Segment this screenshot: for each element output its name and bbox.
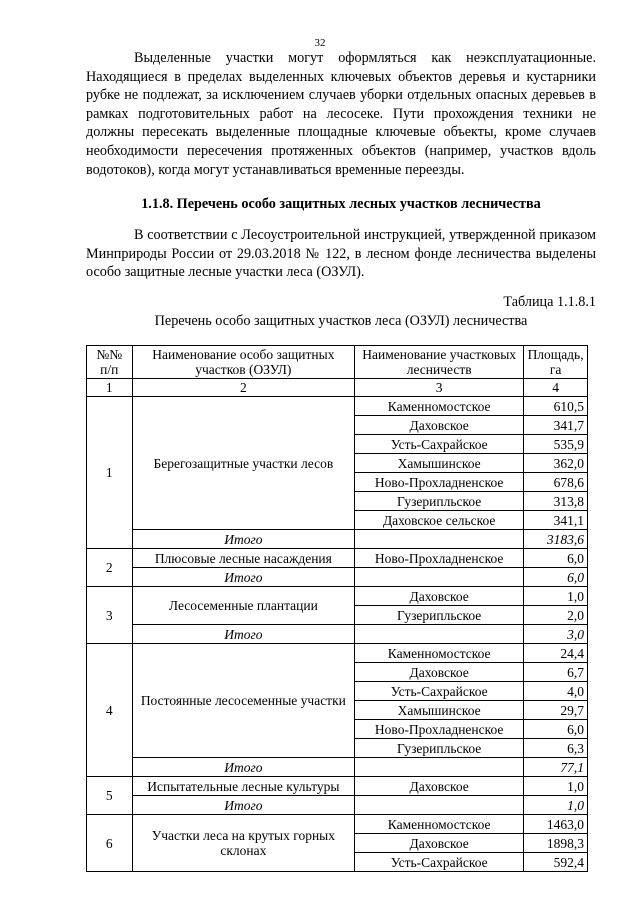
table-row [87, 777, 588, 796]
total-value-cell: 77,1 [524, 758, 588, 777]
forestry-cell: Гузерипльское [355, 492, 524, 511]
table-header-row [87, 346, 588, 379]
row-number-cell: 3 [87, 587, 133, 644]
total-empty-cell [355, 568, 524, 587]
forestry-cell: Даховское [355, 416, 524, 435]
zone-name-cell: Испытательные лесные культуры [132, 777, 355, 796]
forestry-cell: Каменномостское [355, 815, 524, 834]
forestry-cell: Даховское [355, 834, 524, 853]
section-heading: 1.1.8. Перечень особо защитных лесных участков лесничества [141, 196, 541, 212]
forestry-cell: Ново-Прохладненское [355, 549, 524, 568]
column-number: 3 [355, 379, 524, 397]
forestry-cell: Каменномостское [355, 397, 524, 416]
total-label-cell: Итого [132, 530, 355, 549]
table-row [87, 815, 588, 834]
row-number-cell: 2 [87, 549, 133, 587]
zone-name-cell: Лесосеменные плантации [132, 587, 355, 625]
forestry-cell: Даховское сельское [355, 511, 524, 530]
forestry-cell: Гузерипльское [355, 606, 524, 625]
row-number-cell: 1 [87, 397, 133, 549]
table-row [87, 549, 588, 568]
area-cell: 1,0 [524, 587, 588, 606]
header-num: №№ п/п [87, 346, 133, 379]
forestry-cell: Даховское [355, 587, 524, 606]
header-name: Наименование особо защитных участков (ОЗУЛ) [132, 346, 355, 379]
total-label-cell: Итого [132, 758, 355, 777]
area-cell: 610,5 [524, 397, 588, 416]
intro-paragraph: Выделенные участки могут оформляться как неэксплуатационные. Находящиеся в пределах выделенных ключевых объектов деревья и кустарники рубке не подлежат, за исключением случаев уборки отдельных опасных деревьев в рамках подготовительных работ на лесосеке. Пути прохождения техники не должны пересекать выделенные площадные ключевые объекты, кроме случаев необходимости пересечения протяженных объектов (например, участков вдоль водотоков), когда могут устанавливаться временные переезды. [86, 50, 596, 178]
total-row [87, 796, 588, 815]
forestry-cell: Гузерипльское [355, 739, 524, 758]
table-row [87, 397, 588, 416]
zone-name-cell: Участки леса на крутых горных склонах [132, 815, 355, 872]
section-paragraph: В соответствии с Лесоустроительной инструкцией, утвержденной приказом Минприроды России от 29.03.2018 № 122, в лесном фонде лесничества выделены особо защитные лесные участки леса (ОЗУЛ). [86, 227, 596, 281]
area-cell: 1463,0 [524, 815, 588, 834]
forestry-cell: Хамышинское [355, 454, 524, 473]
table-row [87, 644, 588, 663]
total-row [87, 625, 588, 644]
area-cell: 6,3 [524, 739, 588, 758]
column-number: 2 [132, 379, 355, 397]
area-cell: 592,4 [524, 853, 588, 872]
total-empty-cell [355, 796, 524, 815]
area-cell: 6,0 [524, 720, 588, 739]
forestry-cell: Каменномостское [355, 644, 524, 663]
area-cell: 535,9 [524, 435, 588, 454]
area-cell: 6,0 [524, 549, 588, 568]
total-empty-cell [355, 758, 524, 777]
area-cell: 6,7 [524, 663, 588, 682]
table-row [87, 587, 588, 606]
forestry-cell: Ново-Прохладненское [355, 473, 524, 492]
total-label-cell: Итого [132, 568, 355, 587]
total-value-cell: 1,0 [524, 796, 588, 815]
table-caption: Перечень особо защитных участков леса (ОЗУЛ) лесничества [154, 313, 528, 329]
forestry-cell: Даховское [355, 777, 524, 796]
table-body [87, 397, 588, 872]
area-cell: 341,7 [524, 416, 588, 435]
area-cell: 678,6 [524, 473, 588, 492]
ozul-table [86, 345, 588, 872]
total-value-cell: 3,0 [524, 625, 588, 644]
area-cell: 24,4 [524, 644, 588, 663]
total-label-cell: Итого [132, 625, 355, 644]
row-number-cell: 5 [87, 777, 133, 815]
total-empty-cell [355, 625, 524, 644]
area-cell: 29,7 [524, 701, 588, 720]
row-number-cell: 6 [87, 815, 133, 872]
row-number-cell: 4 [87, 644, 133, 777]
zone-name-cell: Постоянные лесосеменные участки [132, 644, 355, 758]
area-cell: 313,8 [524, 492, 588, 511]
column-number: 1 [87, 379, 133, 397]
area-cell: 341,1 [524, 511, 588, 530]
forestry-cell: Усть-Сахрайское [355, 682, 524, 701]
area-cell: 362,0 [524, 454, 588, 473]
column-number-row [87, 379, 588, 397]
zone-name-cell: Берегозащитные участки лесов [132, 397, 355, 530]
area-cell: 1,0 [524, 777, 588, 796]
column-number: 4 [524, 379, 588, 397]
zone-name-cell: Плюсовые лесные насаждения [132, 549, 355, 568]
area-cell: 2,0 [524, 606, 588, 625]
forestry-cell: Хамышинское [355, 701, 524, 720]
forestry-cell: Усть-Сахрайское [355, 853, 524, 872]
forestry-cell: Даховское [355, 663, 524, 682]
total-value-cell: 3183,6 [524, 530, 588, 549]
table-number: Таблица 1.1.8.1 [503, 294, 596, 310]
total-row [87, 568, 588, 587]
page-number: 32 [314, 37, 326, 49]
total-row [87, 530, 588, 549]
area-cell: 1898,3 [524, 834, 588, 853]
forestry-cell: Усть-Сахрайское [355, 435, 524, 454]
header-area: Площадь, га [524, 346, 588, 379]
area-cell: 4,0 [524, 682, 588, 701]
total-row [87, 758, 588, 777]
header-forestry: Наименование участковых лесничеств [355, 346, 524, 379]
total-value-cell: 6,0 [524, 568, 588, 587]
total-empty-cell [355, 530, 524, 549]
forestry-cell: Ново-Прохладненское [355, 720, 524, 739]
total-label-cell: Итого [132, 796, 355, 815]
